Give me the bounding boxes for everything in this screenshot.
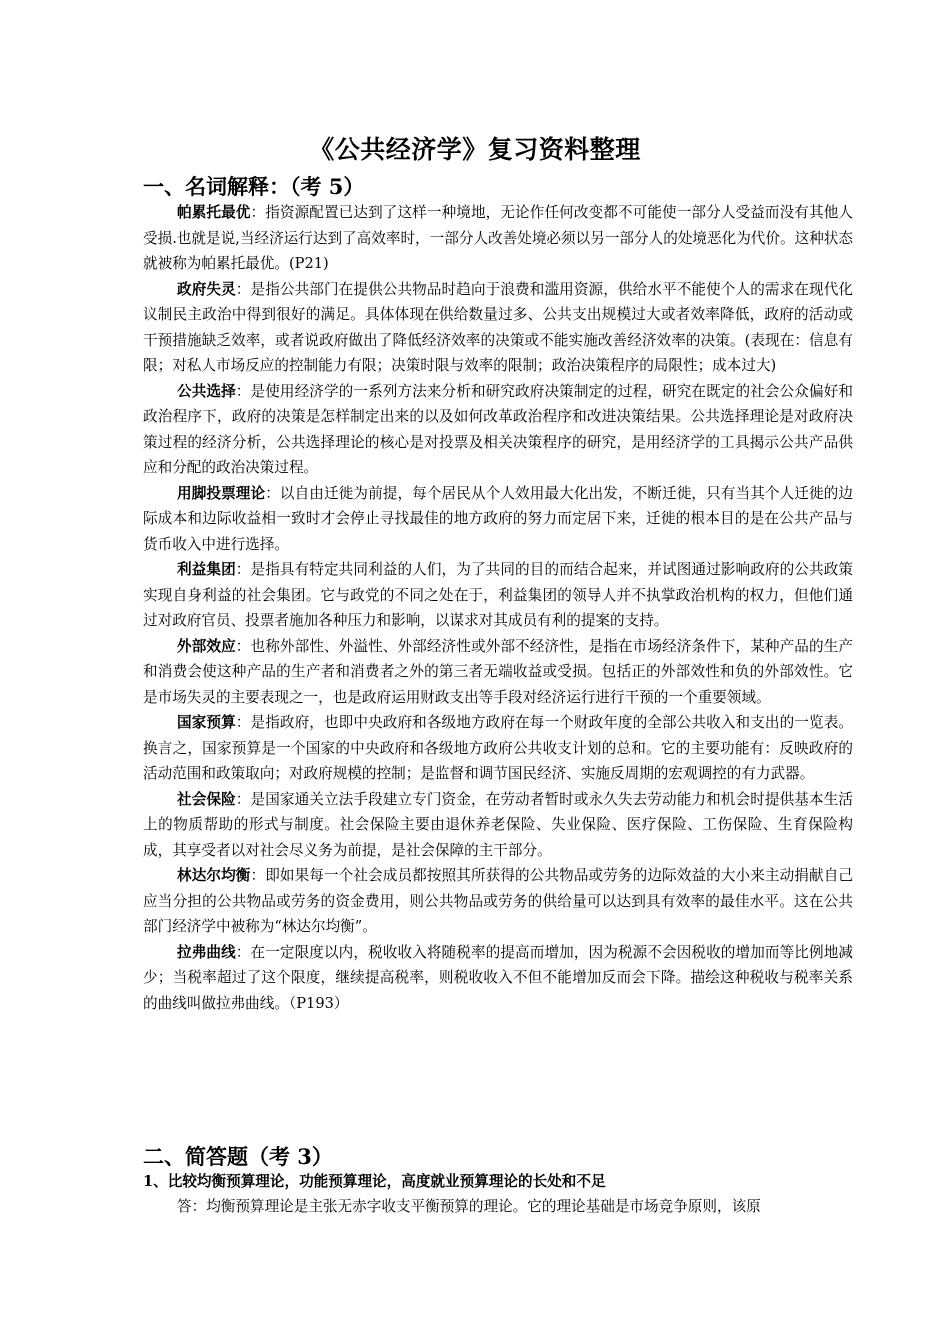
term-name: 林达尔均衡 xyxy=(177,867,251,884)
term-text: ：是国家通关立法手段建立专门资金，在劳动者暂时或永久失去劳动能力和机会时提供基本生活上的物质帮助的形式与制度。社会保险主要由退休养老保险、失业保险、医疗保险、工伤保险、生育保险构成，其享受者以对社会尽义务为前提，是社会保障的主干部分。 xyxy=(143,790,853,859)
term-state-budget xyxy=(143,710,853,787)
term-text: ：是指具有特定共同利益的人们，为了共同的目的而结合起来，并试图通过影响政府的公共政策实现自身利益的社会集团。它与政党的不同之处在于，利益集团的领导人并不执掌政治机构的权力，但他们通过对政府官员、投票者施加各种压力和影响，以谋求对其成员有利的提案的支持。 xyxy=(143,561,853,629)
question-title: 1、比较均衡预算理论，功能预算理论，高度就业预算理论的长处和不足 xyxy=(143,1173,606,1190)
document-title: 《公共经济学》复习资料整理 xyxy=(309,135,641,164)
term-name: 政府失灵 xyxy=(177,280,236,298)
term-government-failure xyxy=(143,277,853,379)
term-text: ：是指政府，也即中央政府和各级地方政府在每一个财政年度的全部公共收入和支出的一览表。换言之，国家预算是一个国家的中央政府和各级地方政府公共收支计划的总和。它的主要功能有：反映政府的活动范围和政策取向；对政府规模的控制；是监督和调节国民经济、实施反周期的宏观调控的有力武器。 xyxy=(143,714,853,782)
term-name: 利益集团 xyxy=(177,561,236,578)
term-text: ：以自由迁徙为前提，每个居民从个人效用最大化出发，不断迁徙，只有当其个人迁徙的边际成本和边际收益相一致时才会停止寻找最佳的地方政府的努力而定居下来，迁徙的根本目的是在公共产品与货币收入中进行选择。 xyxy=(143,484,853,553)
term-pareto-optimality xyxy=(143,200,853,277)
term-text: ：指资源配置已达到了这样一种境地，无论作任何改变都不可能使一部分人受益而没有其他人受损.也就是说,当经济运行达到了高效率时，一部分人改善处境必须以另一部分人的处境恶化为代价。这种状态就被称为帕累托最优。(P21) xyxy=(143,204,853,272)
term-name: 用脚投票理论 xyxy=(177,484,266,502)
term-text: ：即如果每一个社会成员都按照其所获得的公共物品或劳务的边际效益的大小来主动捐献自己应当分担的公共物品或劳务的资金费用，则公共物品或劳务的供给量可以达到具有效率的最佳水平。这在公共部门经济学中被称为“林达尔均衡”。 xyxy=(143,867,853,935)
term-text: ：也称外部性、外溢性、外部经济性或外部不经济性，是指在市场经济条件下，某种产品的生产和消费会使这种产品的生产者和消费者之外的第三者无端收益或受损。包括正的外部效性和负的外部效性。它是市场失灵的主要表现之一，也是政府运用财政支出等手段对经济运行进行干预的一个重要领域。 xyxy=(143,637,853,706)
term-name: 外部效应 xyxy=(177,637,236,655)
term-text: ：在一定限度以内，税收收入将随税率的提高而增加，因为税源不会因税收的增加而等比例地减少；当税率超过了这个限度，继续提高税率，则税收收入不但不能增加反而会下降。描绘这种税收与税率关系的曲线叫做拉弗曲线。（P193） xyxy=(143,943,853,1012)
term-name: 国家预算 xyxy=(177,714,236,731)
term-public-choice xyxy=(143,379,853,481)
term-social-insurance xyxy=(143,787,853,864)
term-lindahl-equilibrium xyxy=(143,863,853,940)
term-name: 公共选择 xyxy=(177,382,236,400)
answer-text: 答：均衡预算理论是主张无赤字收支平衡预算的理论。它的理论基础是市场竞争原则，该原 xyxy=(177,1198,761,1215)
term-interest-group xyxy=(143,557,853,634)
term-externality xyxy=(143,634,853,711)
term-name: 社会保险 xyxy=(177,790,236,808)
term-name: 拉弗曲线 xyxy=(177,943,236,961)
section-heading-short-answer: 二、简答题（考 3） xyxy=(143,1144,333,1169)
term-voting-with-feet xyxy=(143,481,853,558)
term-laffer-curve xyxy=(143,940,853,1017)
term-text: ：是指公共部门在提供公共物品时趋向于浪费和滥用资源，供给水平不能使个人的需求在现代化议制民主政治中得到很好的满足。具体体现在供给数量过多、公共支出规模过大或者效率降低，政府的活动或干预措施缺乏效率，或者说政府做出了降低经济效率的决策或不能实施改善经济效率的决策。(表现在：信息有限；对私人市场反应的控制能力有限；决策时限与效率的限制；政治决策程序的局限性；成本过大) xyxy=(143,280,853,374)
term-text: ：是使用经济学的一系列方法来分析和研究政府决策制定的过程，研究在既定的社会公众偏好和政治程序下，政府的决策是怎样制定出来的以及如何改革政治程序和改进决策结果。公共选择理论是对政府决策过程的经济分析，公共选择理论的核心是对投票及相关决策程序的研究，是用经济学的工具揭示公共产品供应和分配的政治决策过程。 xyxy=(143,382,853,476)
section-heading-definitions: 一、名词解释：（考 5） xyxy=(143,174,365,199)
term-definitions xyxy=(143,200,853,1016)
term-name: 帕累托最优 xyxy=(177,204,251,221)
